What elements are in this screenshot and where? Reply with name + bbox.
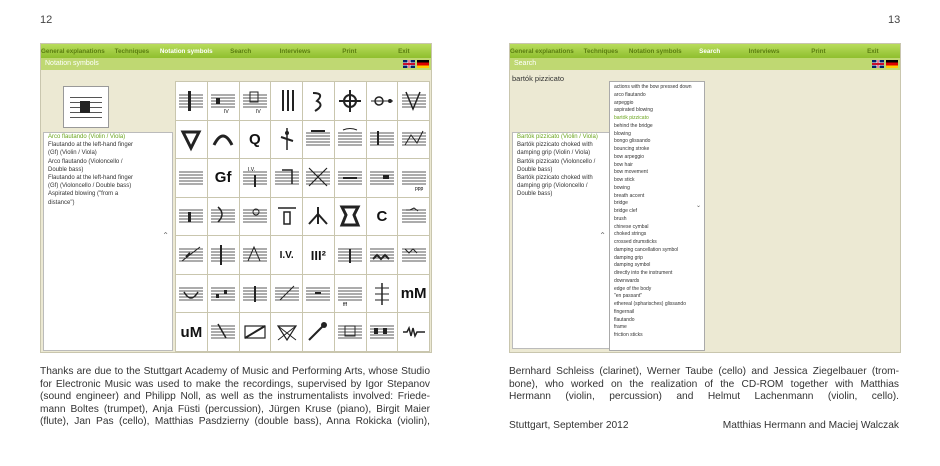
notation-symbol-cell[interactable] [335,313,366,351]
nav-notation-symbols[interactable]: Notation symbols [159,47,213,55]
dropdown-option[interactable]: actions with the bow pressed down [614,84,692,90]
nav-techniques[interactable]: Techniques [114,47,150,55]
dropdown-option[interactable]: bow stick [614,177,635,183]
left-body-text [40,366,430,429]
footer-place-date: Stuttgart, September 2012 [509,420,629,431]
notation-glyph-icon [242,241,268,269]
search-input[interactable]: bartók pizzicato [512,74,565,83]
notation-symbol-cell[interactable] [240,159,271,197]
notation-symbol-cell[interactable] [208,159,239,197]
notation-symbol-cell[interactable] [398,198,429,236]
notation-symbol-cell[interactable] [240,275,271,313]
nav-search[interactable]: Search [230,47,252,55]
notation-symbol-cell[interactable] [398,275,429,313]
notation-symbol-cell[interactable] [240,121,271,159]
notation-symbol-cell[interactable] [240,236,271,274]
svg-text:IV: IV [255,108,261,115]
notation-glyph-icon [305,125,331,153]
notation-symbol-cell[interactable] [271,236,302,274]
body-line: (flute), Jan Pas (cello), Matthias Pasdzierny (double bass), Anna Rokicka (violin), [40,416,430,428]
notation-glyph-icon [401,241,427,269]
nav-notation-symbols[interactable]: Notation symbols [628,47,682,55]
right-page-number: 13 [888,14,901,26]
notation-glyph-icon [337,125,363,153]
dropdown-option[interactable]: crossed drumsticks [614,239,657,245]
list-item[interactable]: (Gf) (Violoncello / Double bass) [48,183,132,190]
notation-glyph-icon [274,164,300,192]
dropdown-option[interactable]: damping symbol [614,262,651,269]
notation-symbol-cell[interactable] [271,198,302,236]
notation-glyph-icon [369,87,395,115]
dropdown-option[interactable]: bridge [614,200,628,207]
notation-glyph-icon [178,164,204,192]
notation-glyph-icon [178,241,204,269]
notation-symbol-cell[interactable] [398,159,429,197]
notation-glyph-icon [242,280,268,308]
notation-symbol-cell[interactable] [335,82,366,120]
dropdown-option[interactable]: damping grip [614,254,643,261]
dropdown-option[interactable]: flautando [614,316,635,323]
notation-symbol-cell[interactable] [303,275,334,313]
dropdown-option[interactable]: blowing [614,130,631,137]
notation-symbol-cell[interactable] [367,275,398,313]
search-term-dropdown[interactable] [609,81,705,351]
notation-symbol-cell[interactable] [176,236,207,274]
german-flag-icon[interactable] [417,60,429,68]
scroll-up-icon[interactable]: ⌃ [599,231,606,240]
result-item[interactable]: damping grip (Violin / Viola) [517,150,591,157]
body-line: Bernhard Schleiss (clarinet), Werner Taube (cello) and Jessica Ziegelbauer (trom- [509,366,899,377]
notation-symbol-cell[interactable] [271,82,302,120]
nav-print[interactable]: Print [342,47,357,55]
dropdown-option[interactable]: bouncing stroke [614,146,650,152]
left-screenshot [40,43,432,353]
notation-symbol-cell[interactable] [303,121,334,159]
notation-symbol-cell[interactable] [367,313,398,351]
notation-symbol-cell[interactable] [271,313,302,351]
notation-glyph-icon [242,202,268,230]
dropdown-option[interactable]: directly into the instrument [614,270,673,276]
dropdown-option[interactable]: chinese cymbal [614,223,649,230]
notation-symbol-cell[interactable] [240,313,271,351]
notation-symbol-label: Gf [214,169,232,187]
notation-symbol-cell[interactable] [303,236,334,274]
dropdown-option[interactable]: downwards [614,277,640,284]
notation-glyph-icon [80,101,90,113]
body-line: Hermann (violin, percussion) and Helmut Lachenmann (violin, cello). [509,391,899,403]
dropdown-option[interactable]: bongo glissando [614,138,651,145]
dropdown-option[interactable]: aspirated blowing [614,107,653,114]
notation-glyph-icon [210,318,236,346]
notation-glyph-icon [369,241,395,269]
notation-symbol-cell[interactable] [208,313,239,351]
result-item[interactable]: Bartók pizzicato choked with [517,142,593,149]
notation-glyph-icon [274,202,300,230]
notation-symbol-cell[interactable] [176,82,207,120]
notation-symbol-label: mM [400,285,427,303]
svg-text:I.V.: I.V. [247,166,255,173]
notation-glyph-icon [369,164,395,192]
notation-glyph-icon [210,125,236,153]
notation-symbol-cell[interactable] [240,82,271,120]
nav-general-explanations[interactable]: General explanations [510,47,574,55]
notation-symbol-cell[interactable] [398,82,429,120]
footer-authors: Matthias Hermann and Maciej Walczak [722,420,899,431]
notation-symbol-cell[interactable] [335,159,366,197]
dropdown-option[interactable]: choked strings [614,231,647,238]
left-nav-bar [41,44,431,58]
dropdown-option[interactable]: arpeggio [614,99,634,106]
notation-symbol-cell[interactable] [240,198,271,236]
notation-glyph-icon [242,318,268,346]
notation-glyph-icon [401,318,427,346]
notation-glyph-icon [401,125,427,153]
notation-glyph-icon [305,202,331,230]
dropdown-option[interactable]: arco flautando [614,91,646,98]
notation-symbol-cell[interactable] [398,236,429,274]
notation-glyph-icon [305,87,331,115]
german-flag-icon[interactable] [886,60,898,68]
notation-glyph-icon [401,87,427,115]
nav-search[interactable]: Search [699,47,721,55]
nav-interviews[interactable]: Interviews [279,47,311,55]
selected-symbol-preview [63,86,109,128]
nav-exit[interactable]: Exit [867,47,879,55]
nav-techniques[interactable]: Techniques [583,47,619,55]
dropdown-option[interactable]: friction sticks [614,332,643,338]
dropdown-option[interactable]: fingernail [614,308,635,315]
notation-glyph-icon [210,202,236,230]
notation-glyph-icon [337,164,363,192]
notation-symbol-cell[interactable] [208,275,239,313]
notation-symbol-cell[interactable] [367,236,398,274]
search-results-list [512,132,610,349]
notation-symbol-grid [175,81,430,352]
notation-glyph-icon [178,125,204,153]
dropdown-option[interactable]: edge of the body [614,285,652,292]
notation-symbol-cell[interactable] [335,121,366,159]
dropdown-option[interactable]: bartók pizzicato [614,115,649,121]
svg-text:fff: fff [343,301,348,308]
svg-text:ppp: ppp [414,185,423,192]
list-item[interactable]: distance") [48,199,75,206]
notation-glyph-icon [242,87,268,115]
notation-symbol-cell[interactable] [335,198,366,236]
notation-symbol-cell[interactable] [367,159,398,197]
dropdown-option[interactable]: damping cancellation symbol [614,246,679,253]
result-item[interactable]: Bartók pizzicato (Violoncello / [517,158,596,165]
notation-symbol-cell[interactable] [398,313,429,351]
notation-symbol-cell[interactable] [208,121,239,159]
notation-glyph-icon [242,164,268,192]
notation-symbol-cell[interactable] [176,121,207,159]
list-item[interactable]: Flautando at the left-hand finger [48,142,134,149]
notation-symbol-cell[interactable] [367,198,398,236]
section-title: Search [514,60,537,67]
notation-symbol-cell[interactable] [208,198,239,236]
notation-glyph-icon [337,280,363,308]
notation-glyph-icon [274,318,300,346]
notation-glyph-icon [178,280,204,308]
dropdown-option[interactable]: bowing [614,184,630,191]
notation-symbol-cell[interactable] [208,236,239,274]
nav-print[interactable]: Print [811,47,826,55]
result-item[interactable]: damping grip (Violoncello / [517,183,588,190]
chevron-down-icon[interactable]: ⌄ [695,203,701,209]
notation-symbol-cell[interactable] [176,313,207,351]
uk-flag-icon[interactable] [403,60,415,68]
list-item[interactable]: Arco flautando (Violin / Viola) [48,134,126,140]
left-page-number: 12 [40,14,53,26]
dropdown-option[interactable]: bow hair [614,161,633,168]
right-body-text [509,366,899,404]
notation-glyph-icon [337,241,363,269]
right-nav-bar [510,44,900,58]
notation-glyph-icon [178,87,204,115]
result-item[interactable]: Double bass) [517,191,553,198]
notation-glyph-icon [369,125,395,153]
dropdown-option[interactable]: "en passant" [614,293,643,300]
symbol-name-list [43,132,173,351]
notation-symbol-cell[interactable] [335,236,366,274]
notation-symbol-cell[interactable] [271,121,302,159]
list-item[interactable]: (Gf) (Violin / Viola) [48,150,97,157]
notation-glyph-icon [274,125,300,153]
notation-symbol-label: C [376,207,388,225]
notation-glyph-icon [337,87,363,115]
notation-glyph-icon [369,280,395,308]
notation-glyph-icon [274,280,300,308]
dropdown-option[interactable]: brush [614,215,627,222]
notation-glyph-icon [178,202,204,230]
body-line: (sound engineer) and Philipp Noll, as well as the instrumentalists involved: Friede- [40,391,430,403]
body-line: Thanks are due to the Stuttgart Academy of Music and Performing Arts, whose Studio [40,366,430,377]
nav-general-explanations[interactable]: General explanations [41,47,105,55]
notation-glyph-icon [401,164,427,192]
notation-symbol-label: I.V. [279,249,294,261]
notation-symbol-cell[interactable] [176,159,207,197]
notation-glyph-icon [305,318,331,346]
nav-interviews[interactable]: Interviews [748,47,780,55]
body-line: for Electronic Music was used to make the recordings, supervised by Igor Stepanov [40,378,430,390]
notation-symbol-cell[interactable] [398,121,429,159]
notation-symbol-cell[interactable] [271,275,302,313]
notation-symbol-cell[interactable] [303,313,334,351]
notation-glyph-icon [337,318,363,346]
section-title: Notation symbols [45,60,99,67]
body-line: bone), who worked on the realization of the CD-ROM together with Matthias [509,378,899,390]
right-title-bar [510,58,900,70]
dropdown-option[interactable]: frame [614,324,627,331]
result-item[interactable]: Bartók pizzicato choked with [517,175,593,182]
notation-glyph-icon [274,87,300,115]
notation-glyph-icon [369,318,395,346]
notation-symbol-cell[interactable] [303,159,334,197]
notation-symbol-cell[interactable] [303,198,334,236]
dropdown-option[interactable]: ethereal (spharisches) glissando [614,301,686,307]
notation-glyph-icon [305,164,331,192]
scroll-up-icon[interactable]: ⌃ [162,231,169,240]
notation-symbol-cell[interactable] [303,82,334,120]
body-line: mann Boltes (trumpet), Anja Füsti (percussion), Jürgen Kruse (piano), Birgit Maier [40,403,430,415]
notation-glyph-icon [210,87,236,115]
list-item[interactable]: Double bass) [48,166,84,173]
notation-symbol-cell[interactable] [367,82,398,120]
list-item[interactable]: Flautando at the left-hand finger [48,175,134,182]
notation-symbol-cell[interactable] [176,198,207,236]
result-item[interactable]: Double bass) [517,166,553,173]
dropdown-option[interactable]: breath accent [614,192,645,199]
notation-glyph-icon [305,280,331,308]
list-item[interactable]: Aspirated blowing ("from a [48,191,119,198]
left-title-bar [41,58,431,70]
dropdown-option[interactable]: bow movement [614,169,648,176]
notation-symbol-label: Q [249,130,261,148]
notation-glyph-icon [401,202,427,230]
right-screenshot [509,43,901,353]
uk-flag-icon[interactable] [872,60,884,68]
nav-exit[interactable]: Exit [398,47,410,55]
result-item[interactable]: Bartók pizzicato (Violin / Viola) [517,134,598,140]
notation-symbol-cell[interactable] [271,159,302,197]
dropdown-option[interactable]: behind the bridge [614,122,653,129]
svg-text:IV: IV [224,108,229,115]
dropdown-option[interactable]: bow arpeggio [614,153,645,160]
notation-symbol-cell[interactable] [335,275,366,313]
list-item[interactable]: Arco flautando (Violoncello / [48,158,123,165]
notation-glyph-icon [210,280,236,308]
notation-symbol-cell[interactable] [208,82,239,120]
notation-glyph-icon [337,202,363,230]
notation-glyph-icon [210,241,236,269]
notation-symbol-label: uM [180,323,203,341]
notation-symbol-cell[interactable] [176,275,207,313]
notation-symbol-label: III² [310,247,326,263]
dropdown-option[interactable]: bridge clef [614,208,638,214]
notation-symbol-cell[interactable] [367,121,398,159]
